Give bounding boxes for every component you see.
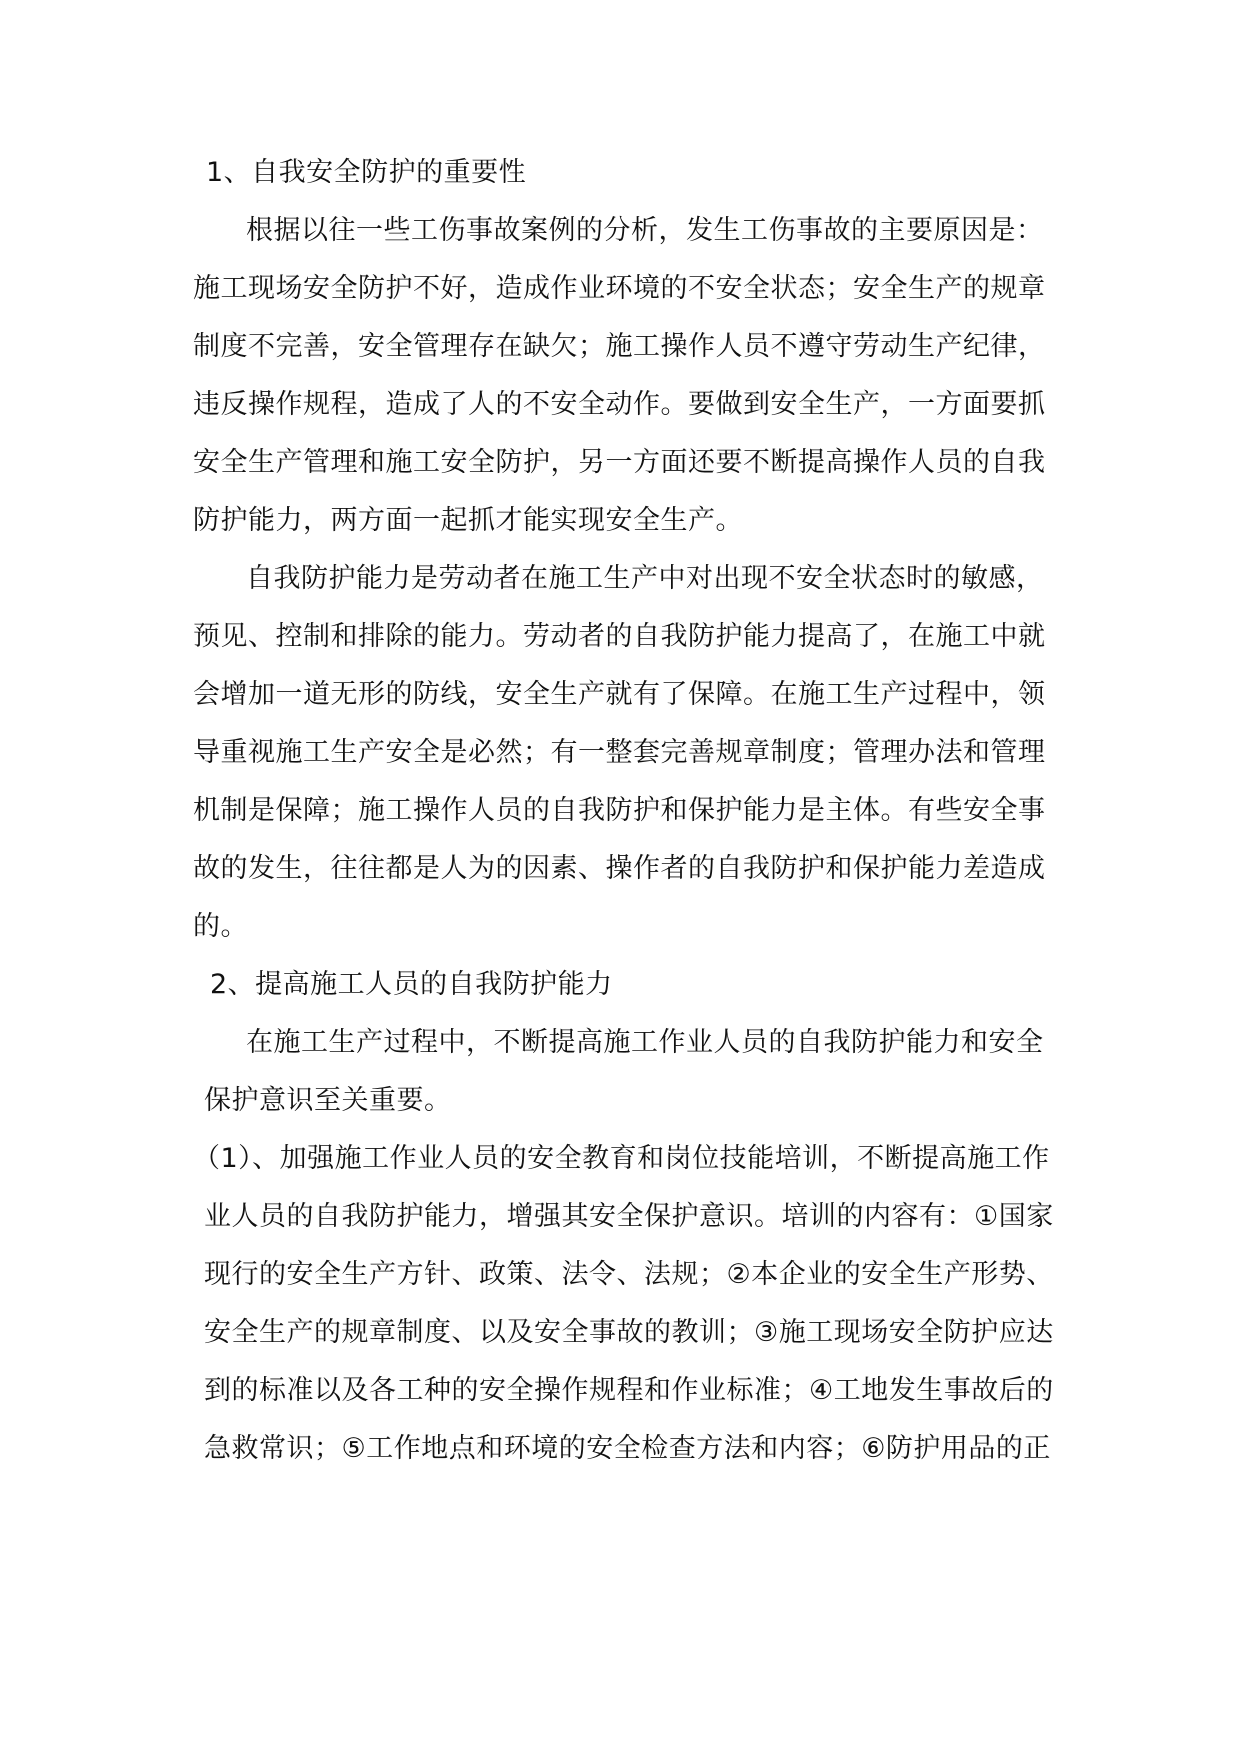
paragraph-line: 导重视施工生产安全是必然；有一整套完善规章制度；管理办法和管理 — [193, 737, 1046, 768]
paragraph-line: 施工现场安全防护不好，造成作业环境的不安全状态；安全生产的规章 — [193, 273, 1046, 304]
paragraph-line: 保护意识至关重要。 — [204, 1085, 452, 1116]
paragraph-line: 制度不完善，安全管理存在缺欠；施工操作人员不遵守劳动生产纪律， — [193, 331, 1046, 362]
section1-heading: 1、自我安全防护的重要性 — [206, 157, 527, 188]
paragraph-line: 安全生产管理和施工安全防护，另一方面还要不断提高操作人员的自我 — [193, 447, 1046, 478]
paragraph-line: 机制是保障；施工操作人员的自我防护和保护能力是主体。有些安全事 — [193, 795, 1046, 826]
list-item-line: 现行的安全生产方针、政策、法令、法规；②本企业的安全生产形势、 — [204, 1259, 1054, 1290]
list-item-line: 安全生产的规章制度、以及安全事故的教训；③施工现场安全防护应达 — [204, 1317, 1054, 1348]
list-item-line: 业人员的自我防护能力，增强其安全保护意识。培训的内容有：①国家 — [204, 1201, 1054, 1232]
section2-heading: 2、提高施工人员的自我防护能力 — [210, 969, 613, 1000]
list-item-line: （1）、加强施工作业人员的安全教育和岗位技能培训，不断提高施工作 — [193, 1143, 1050, 1174]
list-item-line: 到的标准以及各工种的安全操作规程和作业标准；④工地发生事故后的 — [204, 1375, 1054, 1406]
list-item-line: 急救常识；⑤工作地点和环境的安全检查方法和内容；⑥防护用品的正 — [204, 1433, 1051, 1464]
paragraph-line: 预见、控制和排除的能力。劳动者的自我防护能力提高了，在施工中就 — [193, 621, 1046, 652]
paragraph-line: 自我防护能力是劳动者在施工生产中对出现不安全状态时的敏感， — [246, 563, 1044, 594]
paragraph-line: 防护能力，两方面一起抓才能实现安全生产。 — [193, 505, 743, 536]
paragraph-line: 的。 — [193, 911, 248, 942]
paragraph-line: 违反操作规程，造成了人的不安全动作。要做到安全生产，一方面要抓 — [193, 389, 1046, 420]
paragraph-line: 会增加一道无形的防线，安全生产就有了保障。在施工生产过程中，领 — [193, 679, 1046, 710]
paragraph-line: 故的发生，往往都是人为的因素、操作者的自我防护和保护能力差造成 — [193, 853, 1046, 884]
paragraph-line: 在施工生产过程中，不断提高施工作业人员的自我防护能力和安全 — [246, 1027, 1044, 1058]
paragraph-line: 根据以往一些工伤事故案例的分析，发生工伤事故的主要原因是： — [246, 215, 1044, 246]
